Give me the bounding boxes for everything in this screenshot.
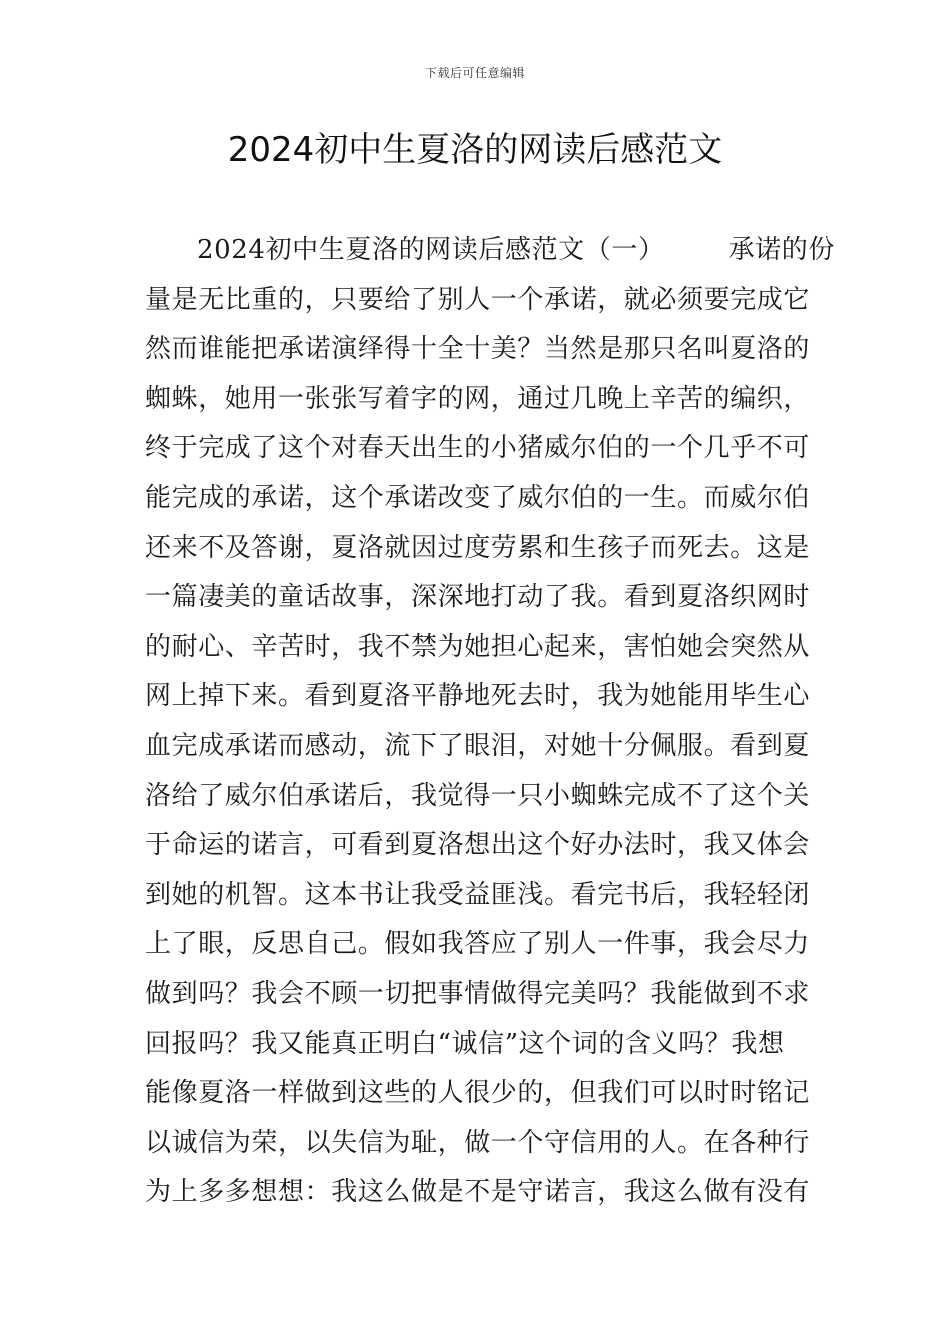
header-note: 下载后可任意编辑 — [424, 66, 525, 80]
paragraph-line: 然而谁能把承诺演绎得十全十美？当然是那只名叫夏洛的 — [145, 334, 811, 365]
paragraph-line: 的耐心、辛苦时，我不禁为她担心起来，害怕她会突然从 — [145, 631, 811, 662]
paragraph-line: 能像夏洛一样做到这些的人很少的，但我们可以时时铭记 — [145, 1078, 811, 1109]
section-heading: 2024初中生夏洛的网读后感范文（一） — [197, 235, 665, 265]
paragraph-line: 于命运的诺言，可看到夏洛想出这个好办法时，我又体会 — [145, 830, 811, 861]
document-title: 2024初中生夏洛的网读后感范文 — [227, 130, 723, 170]
paragraph-line: 一篇凄美的童话故事，深深地打动了我。看到夏洛织网时 — [145, 582, 811, 613]
paragraph-line: 网上掉下来。看到夏洛平静地死去时，我为她能用毕生心 — [145, 681, 811, 712]
paragraph-line: 上了眼，反思自己。假如我答应了别人一件事，我会尽力 — [145, 929, 811, 960]
paragraph-line: 蜘蛛，她用一张张写着字的网，通过几晚上辛苦的编织， — [145, 383, 811, 414]
paragraph-line: 能完成的承诺，这个承诺改变了威尔伯的一生。而威尔伯 — [145, 482, 811, 513]
paragraph-line: 还来不及答谢，夏洛就因过度劳累和生孩子而死去。这是 — [145, 532, 811, 563]
paragraph-line: 终于完成了这个对春天出生的小猪威尔伯的一个几乎不可 — [145, 433, 811, 464]
paragraph-line: 血完成承诺而感动，流下了眼泪，对她十分佩服。看到夏 — [145, 730, 811, 761]
paragraph-line: 洛给了威尔伯承诺后，我觉得一只小蜘蛛完成不了这个关 — [145, 780, 811, 811]
paragraph-line: 量是无比重的，只要给了别人一个承诺，就必须要完成它 — [145, 284, 811, 315]
paragraph-line: 为上多多想想：我这么做是不是守诺言，我这么做有没有 — [145, 1177, 811, 1208]
paragraph-line: 做到吗？我会不顾一切把事情做得完美吗？我能做到不求 — [145, 978, 811, 1009]
paragraph-line: 到她的机智。这本书让我受益匪浅。看完书后，我轻轻闭 — [145, 879, 811, 910]
paragraph-line — [145, 226, 835, 276]
body-text — [145, 226, 835, 1218]
paragraph-line: 以诚信为荣，以失信为耻，做一个守信用的人。在各种行 — [145, 1127, 811, 1158]
paragraph-line-text: 承诺的份 — [728, 235, 835, 265]
paragraph-line: 回报吗？我又能真正明白“诚信”这个词的含义吗？我想 — [145, 1028, 785, 1059]
